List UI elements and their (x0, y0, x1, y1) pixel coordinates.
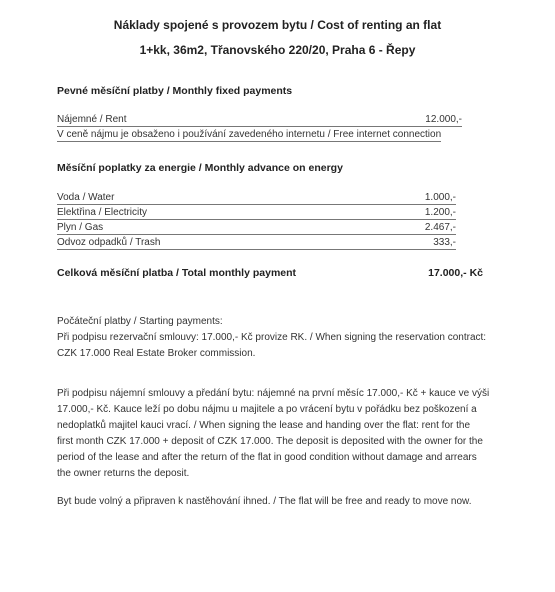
paragraph-line: nedoplatků majitel kauci vrací. / When signing the lease and handing over the flat: rent for the (57, 420, 471, 431)
internet-note: V ceně nájmu je obsaženo i používání zavedeného internetu / Free internet connection (57, 129, 442, 140)
rent-value: 12.000,- (425, 114, 462, 125)
paragraph-line: period of the lease and after the return of the flat in good condition without damage and arrears (57, 452, 477, 463)
document-title: Náklady spojené s provozem bytu / Cost of renting an flat (113, 18, 442, 32)
energy-label: Elektřina / Electricity (57, 207, 148, 218)
paragraph-line: Při podpisu nájemní smlouvy a předání bytu: nájemné na první měsíc 17.000,- Kč + kauce ve výši (57, 388, 490, 399)
starting-payments-paragraph (57, 314, 497, 346)
rent-label: Nájemné / Rent (57, 114, 127, 125)
energy-row-electricity (57, 206, 456, 220)
paragraph-line: CZK 17.000 Real Estate Broker commission. (57, 348, 256, 359)
energy-label: Voda / Water (57, 192, 115, 203)
energy-label: Odvoz odpadků / Trash (57, 237, 161, 248)
total-row (57, 266, 483, 280)
energy-value: 2.467,- (424, 222, 456, 233)
lease-deposit-paragraph (57, 386, 497, 482)
total-label: Celková měsíční platba / Total monthly payment (57, 267, 297, 279)
commission-paragraph (57, 346, 497, 362)
total-value: 17.000,- Kč (428, 267, 483, 279)
paragraph-line: 17.000,- Kč. Kauce leží po dobu nájmu u majitele a po vrácení bytu v pořádku bez poškození a (57, 404, 477, 415)
energy-value: 1.000,- (424, 192, 456, 203)
availability-paragraph (57, 494, 497, 510)
rent-row (57, 113, 462, 127)
energy-value: 333,- (433, 237, 456, 248)
energy-row-gas (57, 221, 456, 235)
paragraph-line: first month CZK 17.000 + deposit of CZK 17.000. The deposit is deposited with the owner for the (57, 436, 483, 447)
fixed-payments-heading: Pevné měsíční platby / Monthly fixed payments (57, 85, 293, 97)
paragraph-line: Byt bude volný a připraven k nastěhování ihned. / The flat will be free and ready to move now. (57, 496, 472, 507)
property-address: 1+kk, 36m2, Třanovského 220/20, Praha 6 - Řepy (139, 43, 416, 57)
paragraph-line: Počáteční platby / Starting payments: (57, 316, 223, 327)
paragraph-line: the owner returns the deposit. (57, 468, 190, 479)
paragraph-line: Při podpisu rezervační smlouvy: 17.000,- Kč provize RK. / When signing the reservation contract: (57, 332, 487, 343)
energy-label: Plyn / Gas (57, 222, 104, 233)
energy-row-water (57, 191, 456, 205)
energy-row-trash (57, 236, 456, 250)
energy-heading: Měsíční poplatky za energie / Monthly advance on energy (57, 162, 343, 174)
energy-value: 1.200,- (424, 207, 456, 218)
